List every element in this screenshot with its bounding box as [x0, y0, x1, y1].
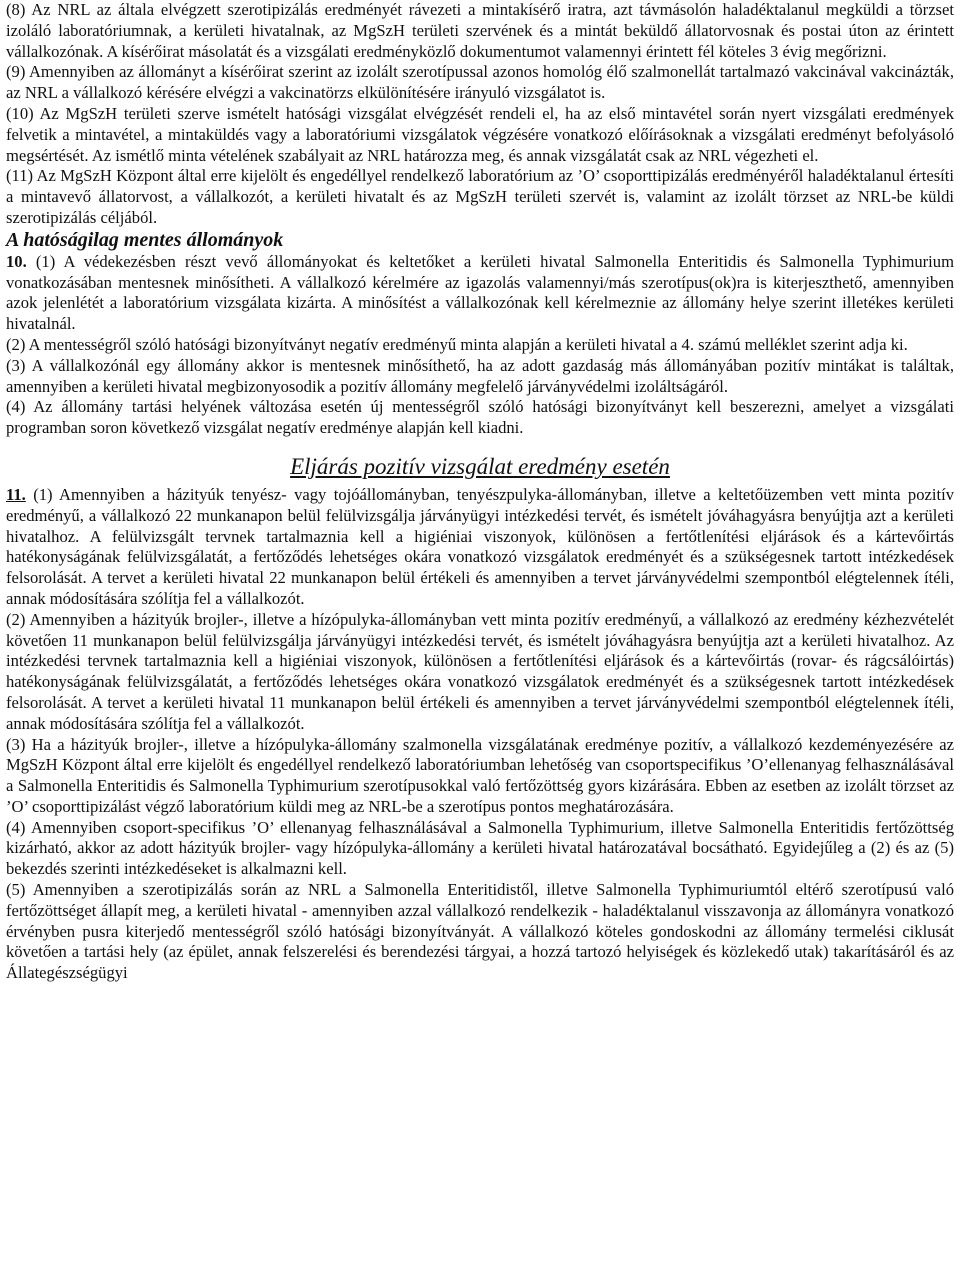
- section-11-number: 11.: [6, 484, 26, 504]
- section-10-number: 10.: [6, 251, 27, 271]
- section-10: [6, 252, 954, 439]
- section-11-paragraph-4: (4) Amennyiben csoport-specifikus ’O’ ellenanyag felhasználásával a Salmonella Typhimurium, illetve Salmonella Enteritidis fertőzöttség kizárható, akkor az adott házityúk brojler- vagy hízópulyka-állomány a kerületi hivatal határozatával bocsátható. Egyidejűleg a (2) és az (5) bekezdés szerinti intézkedéseket is alkalmazni kell.: [6, 817, 954, 879]
- section-10-paragraph-1: [6, 252, 954, 335]
- section-11-paragraph-1-text: (1) Amennyiben a házityúk tenyész- vagy tojóállományban, tenyészpulyka-állományban, illetve a keltetőüzemben vett minta pozitív eredményű, a vállalkozó 22 munkanapon belül felülvizsgálja járványügyi intézkedési tervét, és ismételt jóváhagyásra benyújtja azt a kerületi hivatalhoz. A felülvizsgált tervnek tartalmaznia kell a higiéniai viszonyok, különösen a fertőtlenítési eljárások és a kártevőirtás hatékonyságának felülvizsgálatát, a fertőződés lehetséges okára vonatkozó vizsgálatok eredményét és a szükségesnek tartott intézkedések felsorolását. A tervet a kerületi hivatal 22 munkanapon belül értékeli és amennyiben a tervet járványvédelmi szempontból elégtelennek ítéli, annak módosítására szólítja fel a vállalkozót.: [6, 484, 954, 608]
- section-11-paragraph-5: (5) Amennyiben a szerotipizálás során az NRL a Salmonella Enteritidistől, illetve Salmonella Typhimuriumtól eltérő szerotípusú való fertőzöttséget állapít meg, a kerületi hivatal - amennyiben azzal vállalkozó rendelkezik - haladéktalanul visszavonja az állományra vonatkozó érvényben pusra kiterjedő mentességről szóló hatósági bizonyítványát. A vállalkozó köteles gondoskodni az állomány termelési ciklusát követően a tartási hely (az épület, annak felszerelési és berendezési tárgyai, a hozzá tartozó helyiségek és közlekedő utak) takarításáról és az Állategészségügyi: [6, 880, 954, 983]
- paragraph-11: (11) Az MgSzH Központ által erre kijelölt és engedéllyel rendelkező laboratórium az ’O’ csoporttipizálás eredményéről haladéktalanul értesíti a mintavevő állatorvost, a vállalkozót, a kerületi hivatalt és az MgSzH területi szervét is, valamint az izolált törzset az NRL-be küldi szerotipizálás céljából.: [6, 166, 954, 227]
- section-11-paragraph-3: (3) Ha a házityúk brojler-, illetve a hízópulyka-állomány szalmonella vizsgálatának eredménye pozitív, a vállalkozó kezdeményezésére az MgSzH Központ által erre kijelölt és engedéllyel rendelkező laboratóriumban lehetőség van csoportspecifikus ’O’ellenanyag felhasználásával a Salmonella Enteritidis és Salmonella Typhimurium szerotípusokkal való fertőzöttség gyors kizárására. Ebben az esetben az izolált törzset az ’O’ csoporttipizálást végző laboratórium küldi meg az NRL-be a szerotípus pontos meghatározására.: [6, 734, 954, 816]
- paragraph-10: (10) Az MgSzH területi szerve ismételt hatósági vizsgálat elvégzését rendeli el, ha az első mintavétel során nyert vizsgálati eredmények felvetik a mintavétel, a mintaküldés vagy a laboratóriumi vizsgálatok végzésére vonatkozó előírásoknak a vizsgálati eredményt befolyásoló megsértését. Az ismétlő minta vételének szabályait az NRL határozza meg, és annak vizsgálatát csak az NRL végezheti el.: [6, 103, 954, 165]
- paragraphs-top: [6, 0, 954, 229]
- section-title: A hatóságilag mentes állományok: [6, 228, 284, 251]
- chapter-title-text: Eljárás pozitív vizsgálat eredmény esetén: [290, 453, 670, 479]
- section-11-paragraph-1: [6, 485, 954, 610]
- section-11: [6, 485, 954, 984]
- chapter-title: [6, 453, 954, 481]
- section-10-paragraph-1-text: (1) A védekezésben részt vevő állományokat és keltetőket a kerületi hivatal Salmonella Enteritidis és Salmonella Typhimurium vonatkozásában mentesnek minősítheti. A vállalkozó kérelmére az igazolás valamennyi/más szerotípus(ok)ra is kiterjeszthető, amennyiben azok jelenlétét a laboratórium vizsgálata kizárta. A minősítést a vállalkozónak kell kérelmeznie az állomány helye szerint illetékes kerületi hivatalnál.: [6, 251, 954, 334]
- section-11-paragraph-2: (2) Amennyiben a házityúk brojler-, illetve a hízópulyka-állományban vett minta pozitív eredményű, a vállalkozó az eredmény kézhezvételét követően 11 munkanapon belül felülvizsgálja járványügyi intézkedési tervét, és ismételt jóváhagyásra benyújtja azt a kerületi hivatalhoz. Az intézkedési tervnek tartalmaznia kell a higiéniai viszonyok, különösen a fertőtlenítési eljárások és a kártevőirtás (rovar- és rágcsálóirtás) hatékonyságának felülvizsgálatát, a fertőződés lehetséges okára vonatkozó vizsgálatok eredményét és a szükségesnek tartott intézkedések felsorolását. A tervet a kerületi hivatal 11 munkanapon belül értékeli és amennyiben a tervet járványvédelmi szempontból elégtelennek ítéli, annak módosítására szólítja fel a vállalkozót.: [6, 609, 954, 733]
- section-10-paragraph-2: (2) A mentességről szóló hatósági bizonyítványt negatív eredményű minta alapján a kerületi hivatal a 4. számú melléklet szerint adja ki.: [6, 334, 908, 354]
- section-10-paragraph-4: (4) Az állomány tartási helyének változása esetén új mentességről szóló hatósági bizonyítványt kell beszerezni, amelyet a vizsgálati programban soron következő vizsgálat negatív eredménye alapján kell kiadni.: [6, 397, 954, 438]
- paragraph-9: (9) Amennyiben az állományt a kísérőirat szerint az izolált szerotípussal azonos homológ élő szalmonellát tartalmazó vakcinával vakcinázták, az NRL a vállalkozó kérésére elvégzi a vakcinatörzs elkülönítésére irányuló vizsgálatot is.: [6, 62, 954, 103]
- paragraph-8: (8) Az NRL az általa elvégzett szerotipizálás eredményét rávezeti a mintakísérő iratra, azt távmásolón haladéktalanul megküldi a törzset izoláló laboratóriumnak, a kerületi hivatalnak, az MgSzH területi szervének és a mintát beküldő állatorvosnak és postai úton az érintett vállalkozónak. A kísérőirat másolatát és a vizsgálati eredményközlő dokumentumot valamennyi érintett fél köteles 3 évig megőrizni.: [6, 0, 954, 61]
- section-10-paragraph-3: (3) A vállalkozónál egy állomány akkor is mentesnek minősíthető, ha az adott gazdaság más állományában pozitív mintákat is találtak, amennyiben a kerületi hivatal megbizonyosodik a pozitív állomány megfelelő járványvédelmi izoláltságáról.: [6, 355, 954, 396]
